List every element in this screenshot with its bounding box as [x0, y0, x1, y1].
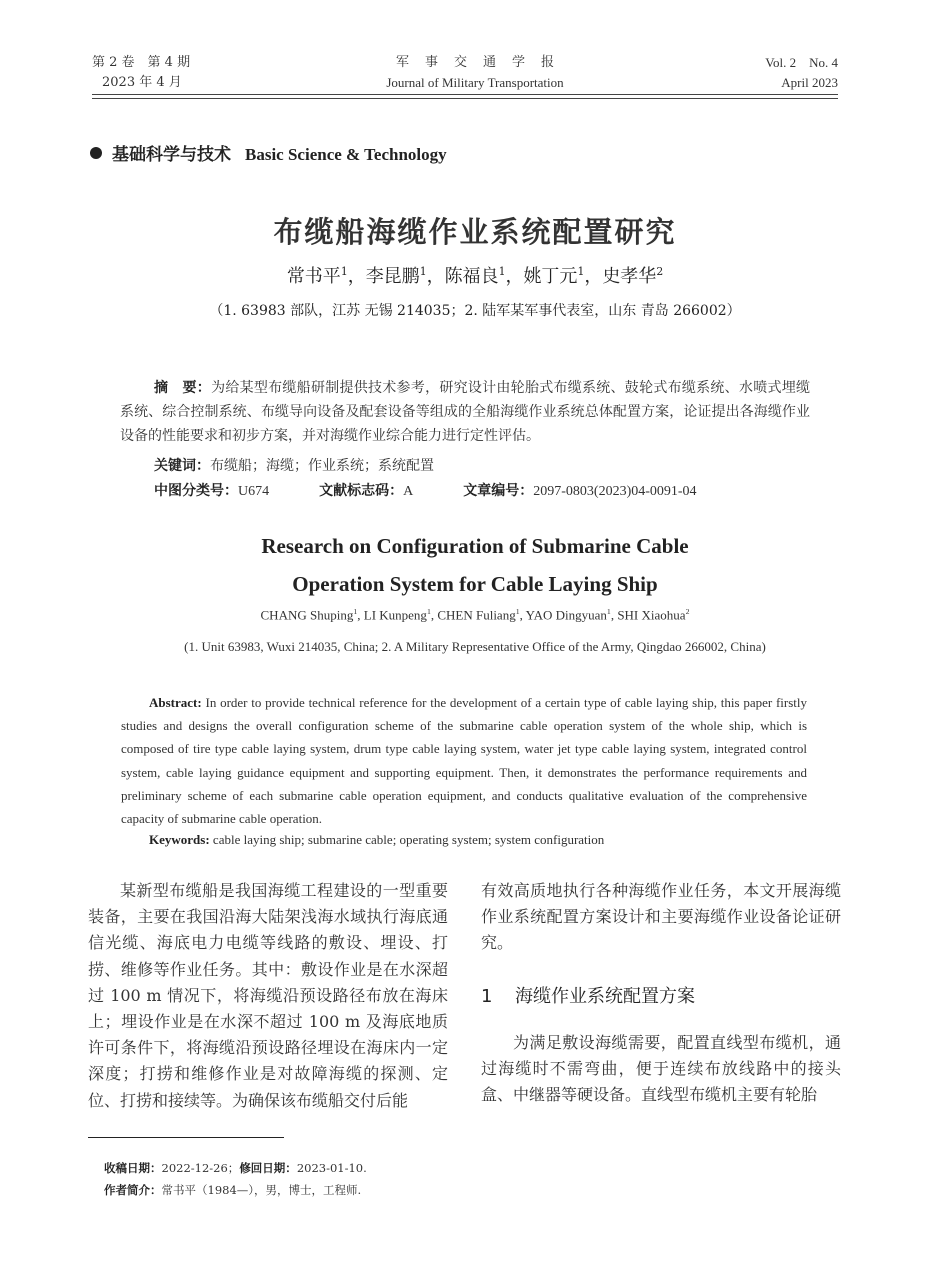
section-label-en: Basic Science & Technology: [245, 145, 447, 164]
paper-title-cn: 布缆船海缆作业系统配置研究: [273, 215, 677, 249]
classification-line: 中图分类号：U674 文献标志码：A 文章编号：2097-0803(2023)04-0091-04: [154, 483, 697, 499]
journal-name-cn: 军事交通学报: [395, 55, 570, 70]
header-rule-thin: [92, 98, 838, 99]
abstract-label-cn: 摘 要：: [154, 380, 212, 396]
author: 李昆鹏: [365, 266, 420, 287]
section-label: [90, 140, 447, 165]
header-volume-issue-en: [765, 53, 838, 93]
header-rule-thick: [92, 94, 838, 95]
abstract-text-en: In order to provide technical reference for the development of a certain type of cable laying ship, this paper firstly studies and designs the overall configuration scheme of the submarine cable operation system of the whole ship, which is composed of tire type cable laying system, drum type cable laying system, water jet type cable laying system, integrated control system, cable laying guidance equipment and supporting equipment. Then, it demonstrates the performance requirements and preliminary scheme of each submarine cable operation equipment, and conducts qualitative evaluation of the comprehensive capacity of submarine cable operation.: [121, 695, 808, 827]
author-list-en: CHANG Shuping$^1$, LI Kunpeng$^1$, CHEN Fuliang$^1$, YAO Dingyuan$^1$, SHI Xiaohua$^2$: [260, 607, 690, 623]
section-heading-number: 1: [481, 986, 493, 1007]
footnote-rule: [88, 1137, 284, 1138]
author: LI Kunpeng: [363, 607, 427, 623]
author: 陈福良: [444, 266, 499, 287]
affiliation-en: (1. Unit 63983, Wuxi 214035, China; 2. A Military Representative Office of the Army, Qingdao 266002, China): [184, 639, 766, 654]
author: 史孝华: [602, 266, 657, 287]
date-cn: 2023 年 4 月: [102, 75, 182, 90]
abstract-text-cn: 为给某型布缆船研制提供技术参考，研究设计由轮胎式布缆系统、鼓轮式布缆系统、水喷式埋缆系统、综合控制系统、布缆导向设备及配套设备等组成的全船海缆作业系统总体配置方案，论证提出各海缆作业设备的性能要求和初步方案，并对海缆作业综合能力进行定性评估。: [120, 380, 811, 444]
author: 常书平: [286, 266, 341, 287]
author-list-cn: 常书平$^1$，李昆鹏$^1$，陈福良$^1$，姚丁元$^1$，史孝华$^2$: [286, 265, 664, 287]
bullet-icon: [90, 147, 102, 159]
keywords-cn: [154, 455, 434, 475]
body-paragraph-left: 某新型布缆船是我国海缆工程建设的一型重要装备，主要在我国沿海大陆架浅海水域执行海底通信光缆、海底电力电缆等线路的敷设、埋设、打捞、维修等作业任务。其中：敷设作业是在水深超过 100 m 情况下，将海缆沿预设路径布放在海床上；埋设作业是在水深不超过 100 m 及海底地质许可条件下，将海缆沿预设路径埋设在海床内一定深度；打捞和维修作业是对故障海缆的探测、定位、打捞和接续等。为确保该布缆船交付后能: [88, 881, 448, 1110]
author: 姚丁元: [523, 266, 578, 287]
footnote-author-bio: 作者简介：常书平（1984—），男，博士，工程师.: [104, 1183, 362, 1197]
author: YAO Dingyuan: [525, 607, 607, 623]
keywords-en: [149, 832, 604, 848]
journal-name-en: Journal of Military Transportation: [386, 75, 564, 90]
abstract-en: [121, 691, 807, 830]
abstract-label-en: Abstract:: [149, 695, 202, 710]
footnote-dates: 收稿日期：2022-12-26；修回日期：2023-01-10.: [104, 1161, 367, 1175]
keywords-text-cn: 布缆船；海缆；作业系统；系统配置: [210, 458, 434, 474]
body-paragraph-right-2: 为满足敷设海缆需要，配置直线型布缆机，通过海缆时不需弯曲，便于连续布放线路中的接头盒、中继器等硬设备。直线型布缆机主要有轮胎: [481, 1033, 841, 1105]
keywords-label-cn: 关键词：: [154, 458, 210, 474]
paper-title-en: Research on Configuration of Submarine Cable Operation System for Cable Laying Ship: [261, 534, 689, 596]
body-paragraph-right-1: 有效高质地执行各种海缆作业任务，本文开展海缆作业系统配置方案设计和主要海缆作业设备论证研究。: [481, 881, 841, 953]
volume-issue-cn: 第 2 卷 第 4 期: [92, 55, 191, 70]
affiliation-cn: （1. 63983 部队，江苏 无锡 214035；2. 陆军某军事代表室，山东 青岛 266002）: [209, 303, 741, 319]
date-en: April 2023: [781, 75, 838, 90]
author: CHEN Fuliang: [437, 607, 516, 623]
abstract-cn: [120, 376, 810, 448]
article-number: 2097-0803(2023)04-0091-04: [533, 484, 697, 499]
section-heading-text: 海缆作业系统配置方案: [515, 986, 695, 1007]
author: SHI Xiaohua: [617, 607, 686, 623]
keywords-label-en: Keywords:: [149, 832, 210, 847]
author: CHANG Shuping: [260, 607, 354, 623]
volume-issue-en: Vol. 2 No. 4: [765, 55, 838, 70]
clc-number: U674: [238, 484, 270, 499]
keywords-text-en: cable laying ship; submarine cable; operating system; system configuration: [212, 832, 605, 847]
document-code: A: [403, 484, 414, 499]
section-label-cn: 基础科学与技术: [112, 145, 231, 165]
section-heading-1: [481, 982, 695, 1008]
